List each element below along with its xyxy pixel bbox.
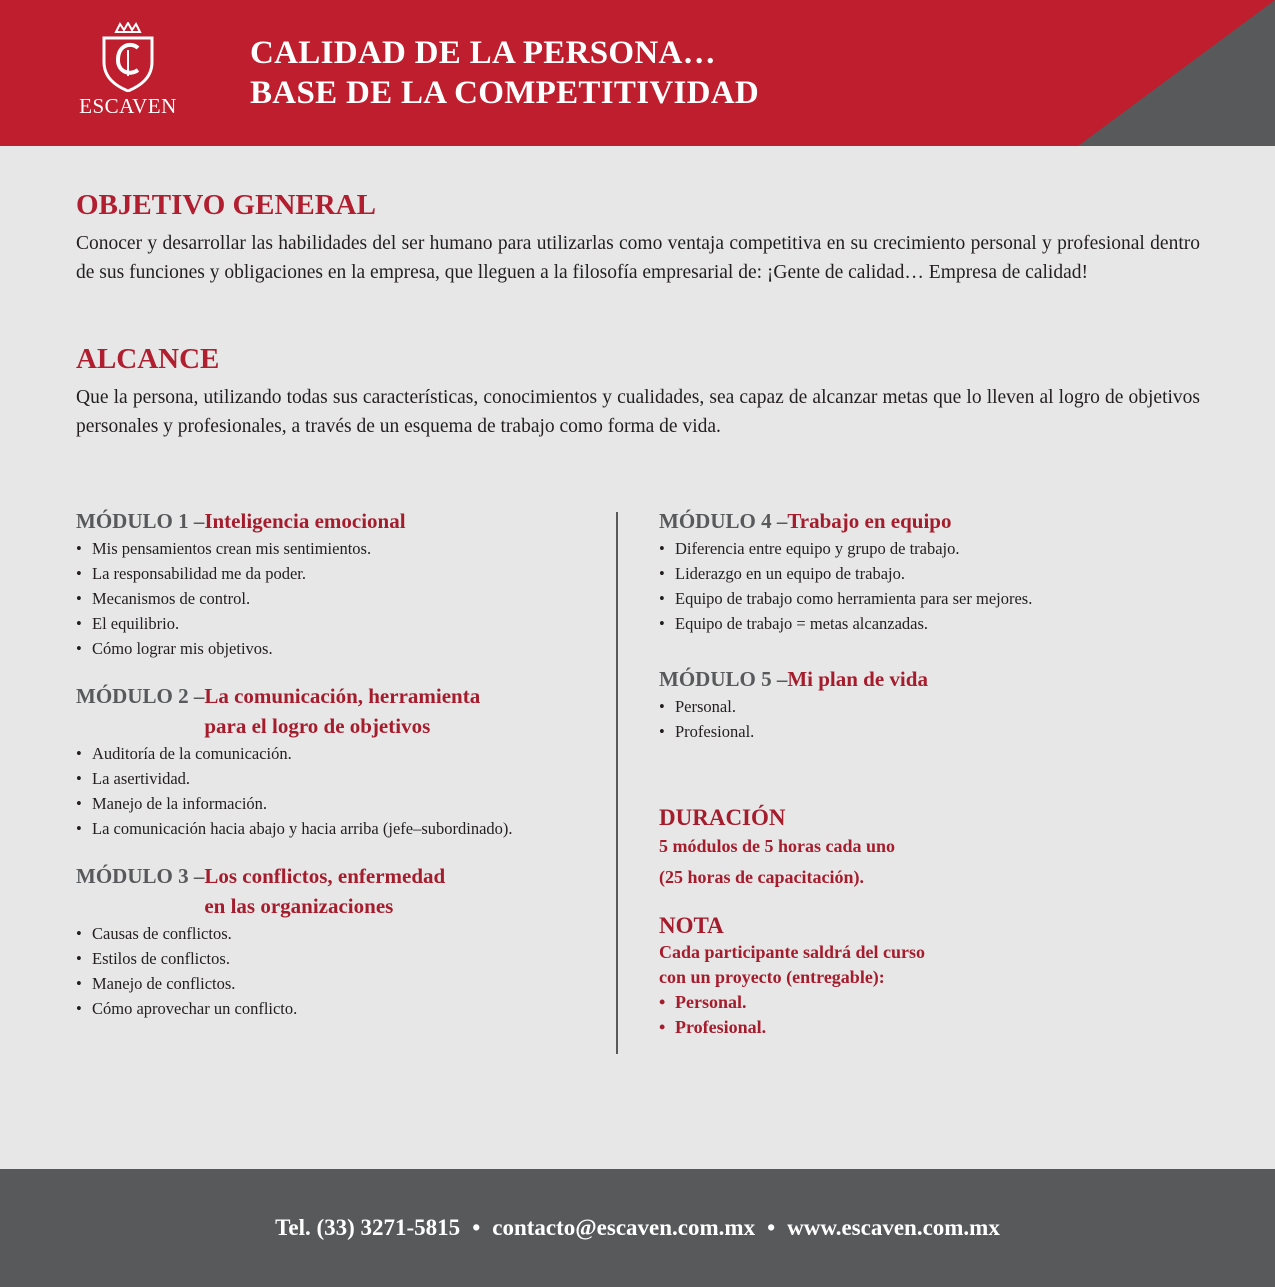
list-item: • Manejo de la información. (76, 791, 596, 816)
module-heading (76, 861, 596, 921)
list-item: • Causas de conflictos. (76, 921, 596, 946)
brand-name: ESCAVEN (79, 94, 177, 118)
separator-dot: • (767, 1215, 776, 1240)
nota-line-2: con un proyecto (entregable): (659, 967, 885, 987)
nota-list (659, 990, 1219, 1040)
list-item: • La responsabilidad me da poder. (76, 561, 596, 586)
list-item: • La comunicación hacia abajo y hacia arriba (jefe–subordinado). (76, 816, 596, 841)
list-item: • La asertividad. (76, 766, 596, 791)
module-heading (659, 664, 1219, 694)
module-number: MÓDULO 2 – (76, 684, 205, 708)
duracion-heading: DURACIÓN (659, 805, 786, 830)
separator-dot: • (472, 1215, 481, 1240)
module-heading (76, 681, 596, 741)
title-line-2: BASE DE LA COMPETITIVIDAD (250, 75, 760, 111)
page-title (250, 33, 759, 113)
module-4 (659, 506, 1219, 636)
module-number: MÓDULO 1 – (76, 509, 205, 533)
module-number: MÓDULO 3 – (76, 864, 205, 888)
list-item: • Diferencia entre equipo y grupo de trabajo. (659, 536, 1219, 561)
list-item: • Profesional. (659, 719, 1219, 744)
contact-footer (0, 1169, 1275, 1287)
modules-left-column (76, 506, 596, 1041)
duracion-line-2: (25 horas de capacitación). (659, 867, 864, 887)
escaven-logo (72, 22, 184, 130)
title-line-1: CALIDAD DE LA PERSONA… (250, 35, 716, 71)
duracion-block (659, 804, 1219, 894)
modules-right-column (659, 506, 1219, 1037)
module-number: MÓDULO 5 – (659, 667, 788, 691)
module-number: MÓDULO 4 – (659, 509, 788, 533)
list-item: • Profesional. (659, 1015, 1219, 1040)
module-name: Trabajo en equipo (787, 509, 952, 533)
module-topics (76, 741, 596, 841)
objetivo-heading: OBJETIVO GENERAL (76, 189, 376, 221)
list-item: • Personal. (659, 990, 1219, 1015)
module-3 (76, 861, 596, 1021)
list-item: • Estilos de conflictos. (76, 946, 596, 971)
phone-number: Tel. (33) 3271-5815 (275, 1215, 461, 1240)
module-heading (659, 506, 1219, 536)
list-item: • Cómo lograr mis objetivos. (76, 636, 596, 661)
website-link[interactable]: www.escaven.com.mx (787, 1215, 1000, 1240)
module-topics (659, 536, 1219, 636)
list-item: • Equipo de trabajo como herramienta para ser mejores. (659, 586, 1219, 611)
nota-heading: NOTA (659, 913, 724, 938)
module-topics (659, 694, 1219, 744)
module-2 (76, 681, 596, 841)
crown-shield-icon (98, 22, 158, 92)
module-name: Los conflictos, enfermedad en las organizaciones (204, 864, 446, 918)
list-item: • Mecanismos de control. (76, 586, 596, 611)
list-item: • El equilibrio. (76, 611, 596, 636)
module-name: La comunicación, herramienta para el logro de objetivos (204, 684, 481, 738)
list-item: • Manejo de conflictos. (76, 971, 596, 996)
nota-line-1: Cada participante saldrá del curso (659, 942, 926, 962)
module-name: Inteligencia emocional (204, 509, 406, 533)
list-item: • Equipo de trabajo = metas alcanzadas. (659, 611, 1219, 636)
list-item: • Cómo aprovechar un conflicto. (76, 996, 596, 1021)
module-5 (659, 664, 1219, 744)
module-topics (76, 921, 596, 1021)
alcance-heading: ALCANCE (76, 343, 220, 375)
list-item: • Auditoría de la comunicación. (76, 741, 596, 766)
header-banner (0, 0, 1275, 146)
list-item: • Personal. (659, 694, 1219, 719)
objetivo-text: Conocer y desarrollar las habilidades del ser humano para utilizarlas como ventaja competitiva en su crecimiento personal y profesional dentro de sus funciones y obligaciones en la empresa, que lleguen a la filosofía empresarial de: ¡Gente de calidad… Empresa de calidad! (76, 233, 1200, 283)
module-heading (76, 506, 596, 536)
module-1 (76, 506, 596, 661)
list-item: • Mis pensamientos crean mis sentimientos. (76, 536, 596, 561)
module-topics (76, 536, 596, 661)
module-name: Mi plan de vida (787, 667, 928, 691)
list-item: • Liderazgo en un equipo de trabajo. (659, 561, 1219, 586)
alcance-text: Que la persona, utilizando todas sus características, conocimientos y cualidades, sea capaz de alcanzar metas que lo lleven al logro de objetivos personales y profesionales, a través de un esquema de trabajo como forma de vida. (76, 387, 1200, 437)
email-link[interactable]: contacto@escaven.com.mx (492, 1215, 756, 1240)
column-divider (616, 512, 618, 1054)
duracion-line-1: 5 módulos de 5 horas cada uno (659, 836, 896, 856)
nota-block (659, 912, 1219, 1040)
